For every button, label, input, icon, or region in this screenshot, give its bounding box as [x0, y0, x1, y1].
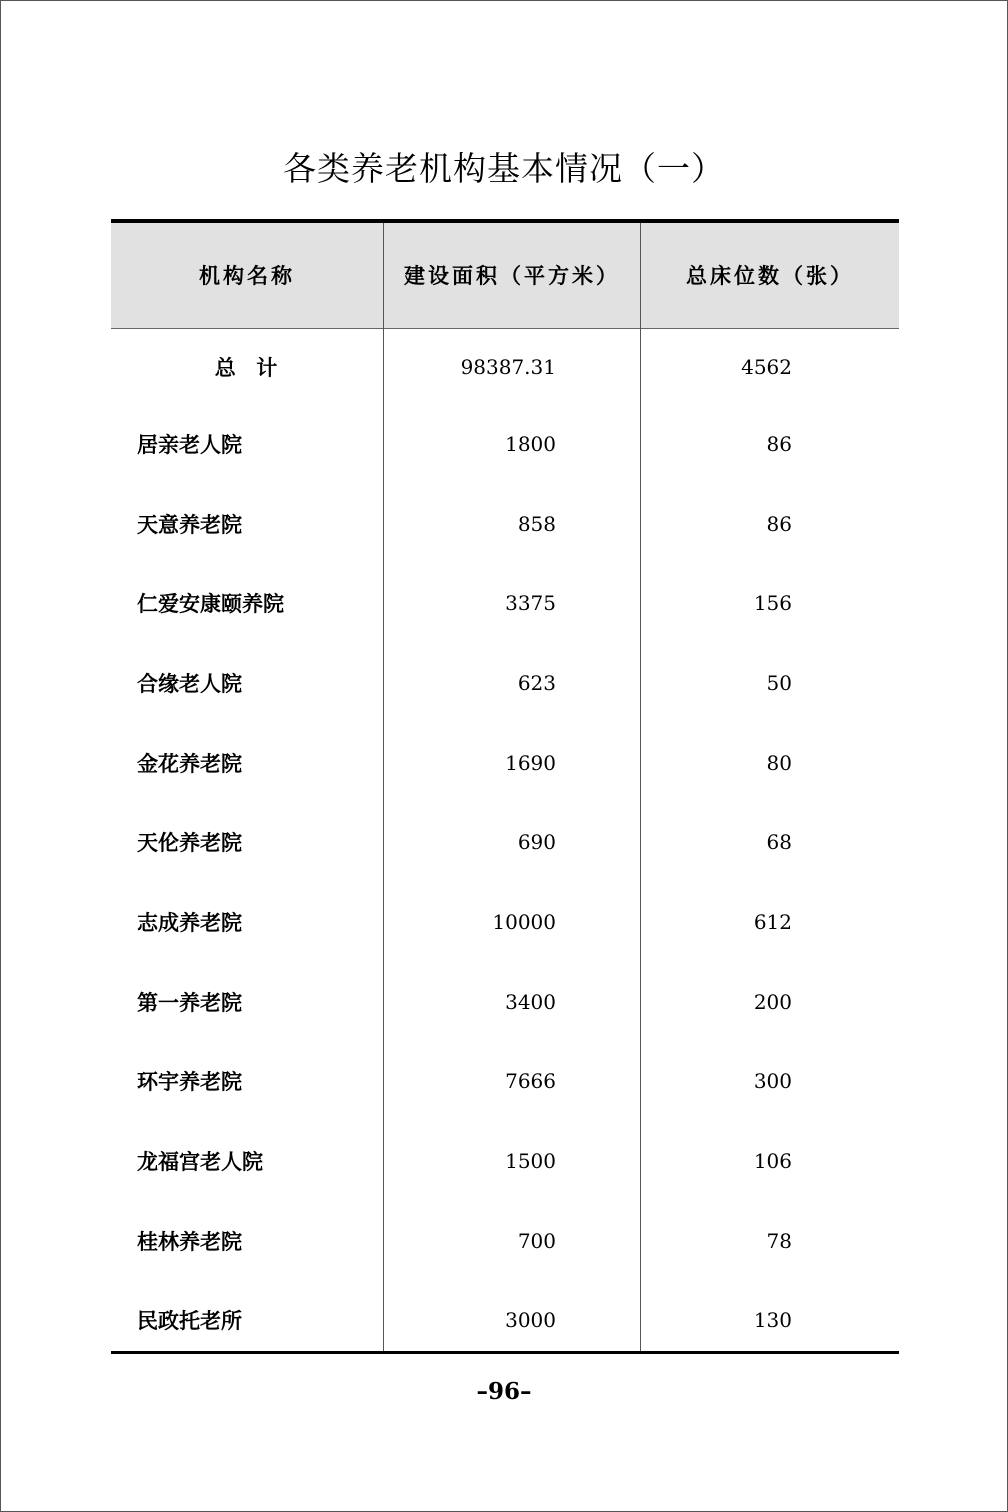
institution-name: 桂林养老院	[137, 1228, 242, 1254]
institution-name: 龙福宫老人院	[137, 1149, 263, 1175]
institution-table	[111, 219, 899, 1355]
building-area: 623	[517, 670, 556, 695]
bed-count: 300	[753, 1069, 792, 1094]
bed-count: 86	[766, 511, 792, 536]
table-bottom-rule	[111, 1351, 899, 1354]
building-area: 690	[517, 830, 556, 855]
institution-name: 天伦养老院	[137, 830, 242, 856]
bed-count: 50	[766, 670, 792, 695]
building-area: 3375	[505, 591, 556, 616]
total-beds: 4562	[741, 354, 792, 379]
page-title: 各类养老机构基本情况（一）	[283, 149, 725, 188]
institution-name: 环宇养老院	[137, 1069, 242, 1095]
bed-count: 130	[753, 1308, 792, 1333]
bed-count: 80	[766, 750, 792, 775]
table-row	[111, 404, 899, 484]
table-row	[111, 1121, 899, 1201]
institution-name: 合缘老人院	[137, 670, 242, 696]
institution-name: 志成养老院	[137, 909, 242, 935]
bed-count: 86	[766, 431, 792, 456]
building-area: 7666	[505, 1069, 556, 1094]
header-total-beds: 总床位数（张）	[686, 263, 854, 288]
table-row	[111, 1042, 899, 1122]
table-row	[111, 962, 899, 1042]
total-area: 98387.31	[460, 354, 556, 379]
table-row	[111, 802, 899, 882]
institution-name: 仁爱安康颐养院	[137, 591, 284, 617]
header-institution-name: 机构名称	[199, 263, 295, 288]
table-row	[111, 1201, 899, 1281]
bed-count: 106	[753, 1149, 792, 1174]
institution-name: 民政托老所	[137, 1308, 242, 1334]
bed-count: 612	[753, 909, 792, 934]
building-area: 1690	[505, 750, 556, 775]
building-area: 1800	[505, 431, 556, 456]
institution-name: 金花养老院	[137, 750, 242, 776]
table-row	[111, 882, 899, 962]
bed-count: 156	[753, 591, 792, 616]
building-area: 3400	[505, 989, 556, 1014]
table-body	[111, 329, 899, 1360]
table-row	[111, 484, 899, 564]
bed-count: 200	[753, 989, 792, 1014]
table-row	[111, 1281, 899, 1361]
institution-name: 居亲老人院	[137, 431, 242, 457]
total-label: 总 计	[214, 354, 280, 380]
building-area: 1500	[505, 1149, 556, 1174]
table-row	[111, 643, 899, 723]
header-building-area: 建设面积（平方米）	[404, 263, 620, 288]
table-row-total	[111, 329, 899, 404]
building-area: 700	[517, 1228, 556, 1253]
table-row	[111, 723, 899, 803]
page-number: –96–	[476, 1378, 532, 1405]
building-area: 10000	[492, 909, 556, 934]
bed-count: 78	[766, 1228, 792, 1253]
table-row	[111, 563, 899, 643]
institution-name: 第一养老院	[137, 989, 242, 1015]
institution-name: 天意养老院	[137, 511, 242, 537]
building-area: 858	[517, 511, 556, 536]
bed-count: 68	[766, 830, 792, 855]
building-area: 3000	[505, 1308, 556, 1333]
